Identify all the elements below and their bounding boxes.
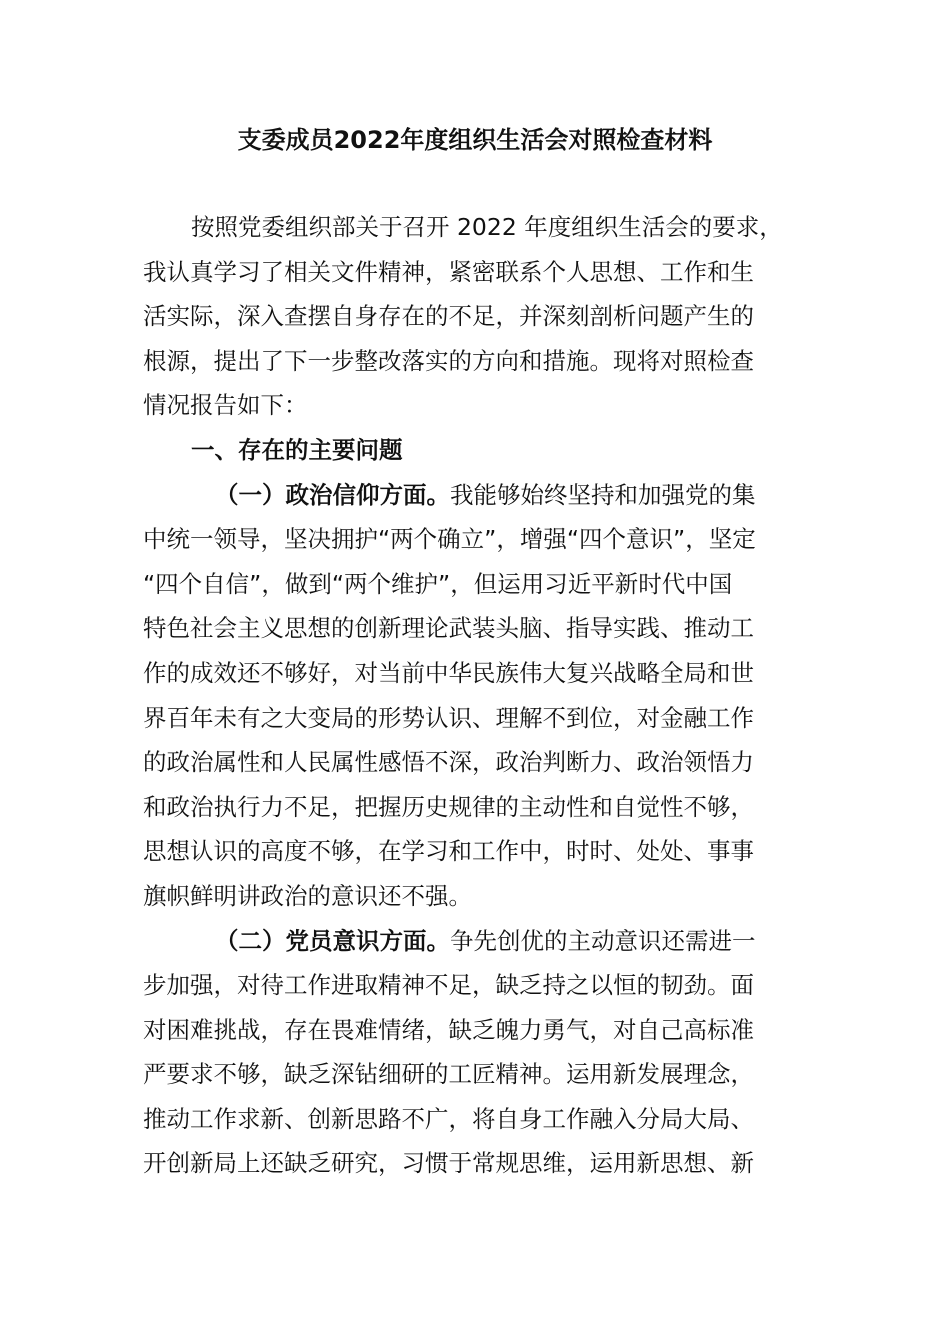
paragraph-line: 作的成效还不够好，对当前中华民族伟大复兴战略全局和世 xyxy=(143,658,754,687)
item-heading: （一）政治信仰方面。 xyxy=(215,480,450,509)
paragraph-line: 活实际，深入查摆自身存在的不足，并深刻剖析问题产生的 xyxy=(143,302,754,331)
section-heading: 一、存在的主要问题 xyxy=(191,435,403,464)
paragraph-line: 对困难挑战，存在畏难情绪，缺乏魄力勇气，对自己高标准 xyxy=(143,1015,754,1044)
item-heading: （二）党员意识方面。 xyxy=(215,926,450,955)
paragraph-line: 和政治执行力不足，把握历史规律的主动性和自觉性不够， xyxy=(143,792,754,821)
paragraph-line: 推动工作求新、创新思路不广，将自身工作融入分局大局、 xyxy=(143,1104,754,1133)
paragraph-line: 情况报告如下： xyxy=(143,391,308,420)
item-first-line xyxy=(143,919,813,964)
paragraph-line: 我认真学习了相关文件精神，紧密联系个人思想、工作和生 xyxy=(143,257,754,286)
paragraph-line: 思想认识的高度不够，在学习和工作中，时时、处处、事事 xyxy=(143,837,754,866)
item-first-line xyxy=(143,473,813,518)
paragraph-line: 界百年未有之大变局的形势认识、理解不到位，对金融工作 xyxy=(143,703,754,732)
document-title: 支委成员2022年度组织生活会对照检查材料 xyxy=(237,126,713,154)
paragraph-line: “四个自信”，做到“两个维护”，但运用习近平新时代中国 xyxy=(143,569,733,598)
item-text: 我能够始终坚持和加强党的集 xyxy=(450,480,756,509)
paragraph-line: 严要求不够，缺乏深钻细研的工匠精神。运用新发展理念， xyxy=(143,1060,754,1089)
paragraph-line: 根源，提出了下一步整改落实的方向和措施。现将对照检查 xyxy=(143,346,754,375)
paragraph-line: 开创新局上还缺乏研究，习惯于常规思维，运用新思想、新 xyxy=(143,1149,754,1178)
document-body xyxy=(143,205,813,1186)
item-text: 争先创优的主动意识还需进一 xyxy=(450,926,756,955)
paragraph-line: 中统一领导，坚决拥护“两个确立”，增强“四个意识”，坚定 xyxy=(143,525,756,554)
paragraph-line: 旗帜鲜明讲政治的意识还不强。 xyxy=(143,881,472,910)
paragraph-line: 特色社会主义思想的创新理论武装头脑、指导实践、推动工 xyxy=(143,614,754,643)
paragraph-line: 按照党委组织部关于召开 2022 年度组织生活会的要求， xyxy=(191,213,783,241)
paragraph-line: 的政治属性和人民属性感悟不深，政治判断力、政治领悟力 xyxy=(143,748,754,777)
paragraph-line: 步加强，对待工作进取精神不足，缺乏持之以恒的韧劲。面 xyxy=(143,971,754,1000)
